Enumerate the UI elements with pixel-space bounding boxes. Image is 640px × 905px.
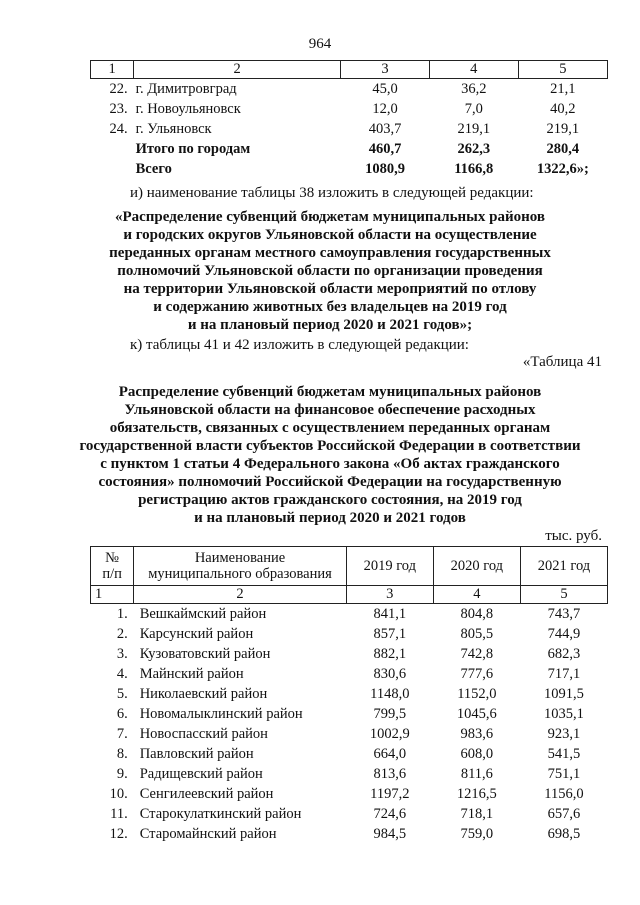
continuation-table — [90, 60, 608, 179]
col-number: 1 — [91, 61, 134, 79]
paragraph-i: и) наименование таблицы 38 изложить в следующей редакции: — [130, 185, 534, 201]
value-2019: 984,5 — [373, 826, 407, 842]
header-2021: 2021 год — [520, 547, 607, 586]
title-line: Распределение субвенций бюджетам муниципальных районов — [118, 384, 542, 400]
col-number: 2 — [134, 586, 347, 604]
value-2021: 21,1 — [550, 81, 576, 97]
value-2021: 923,1 — [547, 726, 581, 742]
header-2020: 2020 год — [433, 547, 520, 586]
table38-title — [80, 208, 580, 334]
table-row — [91, 604, 608, 625]
value-2019: 882,1 — [373, 646, 407, 662]
value-2021: 1156,0 — [544, 786, 584, 802]
row-number: 4. — [116, 666, 128, 682]
table-row — [91, 99, 608, 119]
total-row — [91, 159, 608, 179]
value-2019: 857,1 — [373, 626, 407, 642]
table-row — [91, 664, 608, 684]
row-name: Вешкаймский район — [139, 606, 267, 622]
row-number: 8. — [116, 746, 128, 762]
table41-title — [60, 383, 600, 527]
value-2019: 1002,9 — [369, 726, 410, 742]
value-2019: 724,6 — [373, 806, 407, 822]
col-number: 5 — [518, 61, 607, 79]
row-name: Старокулаткинский район — [139, 806, 302, 822]
row-number: 2. — [116, 626, 128, 642]
row-number: 12. — [109, 826, 128, 842]
value-2019: 813,6 — [373, 766, 407, 782]
row-name: Карсунский район — [139, 626, 254, 642]
title-line: с пунктом 1 статьи 4 Федерального закона «Об актах гражданского — [100, 456, 560, 472]
title-line: Ульяновской области на финансовое обеспечение расходных — [124, 402, 536, 418]
table-header — [91, 547, 608, 586]
total-2020: 1166,8 — [454, 161, 494, 177]
row-name: Радищевский район — [139, 766, 263, 782]
title-line: и содержанию животных без владельцев на 2019 год — [153, 299, 507, 315]
value-2020: 1045,6 — [456, 706, 497, 722]
value-2019: 841,1 — [373, 606, 407, 622]
value-2021: 751,1 — [547, 766, 581, 782]
row-name: Кузоватовский район — [139, 646, 271, 662]
row-name: Новоспасский район — [139, 726, 268, 742]
table-body — [91, 604, 608, 845]
col-number: 4 — [433, 586, 520, 604]
total-label: Всего — [135, 161, 172, 177]
row-number: 7. — [116, 726, 128, 742]
subtotal-2021: 280,4 — [546, 141, 580, 157]
table-row — [91, 119, 608, 139]
row-name: Новомалыклинский район — [139, 706, 303, 722]
value-2021: 1035,1 — [544, 706, 584, 722]
value-2020: 1152,0 — [457, 686, 497, 702]
title-line: и на плановый период 2020 и 2021 годов»; — [187, 317, 473, 333]
table-row — [91, 684, 608, 704]
col-number: 3 — [341, 61, 430, 79]
table-column-numbers — [91, 61, 608, 79]
table-row — [91, 744, 608, 764]
row-name: г. Новоульяновск — [135, 101, 241, 117]
value-2020: 219,1 — [457, 121, 491, 137]
value-2019: 403,7 — [368, 121, 402, 137]
value-2019: 830,6 — [373, 666, 407, 682]
header-name: Наименование муниципального образования — [134, 547, 347, 586]
total-2019: 1080,9 — [365, 161, 405, 177]
title-line: обязательств, связанных с осуществлением переданных органам — [109, 420, 551, 436]
row-number: 10. — [109, 786, 128, 802]
table-row — [91, 764, 608, 784]
row-number: 11. — [110, 806, 128, 822]
table-row — [91, 784, 608, 804]
value-2021: 1091,5 — [544, 686, 584, 702]
row-number: 22. — [109, 81, 128, 97]
value-2021: 657,6 — [547, 806, 581, 822]
col-number: 1 — [91, 586, 134, 604]
table-label: «Таблица 41 — [522, 354, 602, 370]
table-row — [91, 624, 608, 644]
subtotal-2020: 262,3 — [457, 141, 491, 157]
row-number: 5. — [116, 686, 128, 702]
value-2020: 811,6 — [460, 766, 493, 782]
title-line: переданных органам местного самоуправления государственных — [109, 245, 551, 261]
row-number: 9. — [116, 766, 128, 782]
table-row — [91, 804, 608, 824]
value-2021: 698,5 — [547, 826, 581, 842]
value-2021: 541,5 — [547, 746, 581, 762]
title-line: регистрацию актов гражданского состояния, на 2019 год — [138, 492, 522, 508]
title-line: на территории Ульяновской области мероприятий по отлову — [123, 281, 537, 297]
value-2020: 718,1 — [460, 806, 494, 822]
col-number: 5 — [520, 586, 607, 604]
row-name: г. Ульяновск — [135, 121, 212, 137]
value-2020: 759,0 — [460, 826, 494, 842]
table-row — [91, 824, 608, 844]
row-name: Николаевский район — [139, 686, 268, 702]
col-number: 4 — [429, 61, 518, 79]
value-2021: 682,3 — [547, 646, 581, 662]
col-number: 3 — [346, 586, 433, 604]
subtotal-row — [91, 139, 608, 159]
row-number: 24. — [109, 121, 128, 137]
table-row — [91, 704, 608, 724]
value-2020: 36,2 — [461, 81, 487, 97]
value-2019: 45,0 — [372, 81, 398, 97]
title-line: полномочий Ульяновской области по организации проведения — [117, 263, 543, 279]
value-2021: 744,9 — [547, 626, 581, 642]
title-line: и городских округов Ульяновской области на осуществление — [123, 227, 537, 243]
row-number: 1. — [116, 606, 128, 622]
value-2020: 983,6 — [460, 726, 494, 742]
col-number: 2 — [134, 61, 341, 79]
table-41 — [90, 546, 608, 844]
value-2020: 1216,5 — [456, 786, 497, 802]
table-row — [91, 644, 608, 664]
value-2020: 742,8 — [460, 646, 494, 662]
subtotal-label: Итого по городам — [135, 141, 251, 157]
title-line: «Распределение субвенций бюджетам муниципальных районов — [114, 209, 546, 225]
row-name: Майнский район — [139, 666, 244, 682]
value-2020: 608,0 — [460, 746, 494, 762]
value-2021: 743,7 — [547, 606, 581, 622]
row-number: 3. — [116, 646, 128, 662]
value-2020: 777,6 — [460, 666, 494, 682]
value-2021: 40,2 — [550, 101, 576, 117]
header-2019: 2019 год — [346, 547, 433, 586]
value-2019: 12,0 — [372, 101, 398, 117]
title-line: государственной власти субъектов Российской Федерации в соответствии — [79, 438, 581, 454]
row-name: Старомайнский район — [139, 826, 277, 842]
value-2019: 1148,0 — [370, 686, 410, 702]
paragraph-k: к) таблицы 41 и 42 изложить в следующей редакции: — [130, 337, 469, 353]
title-line: и на плановый период 2020 и 2021 годов — [194, 510, 466, 526]
header-number: № п/п — [91, 547, 134, 586]
row-number: 23. — [109, 101, 128, 117]
table-column-numbers — [91, 586, 608, 604]
row-number: 6. — [116, 706, 128, 722]
row-name: Павловский район — [139, 746, 254, 762]
value-2020: 7,0 — [464, 101, 483, 117]
units-label: тыс. руб. — [545, 528, 602, 544]
page-number: 964 — [308, 36, 332, 52]
table-row — [91, 724, 608, 744]
value-2021: 219,1 — [546, 121, 580, 137]
table-row — [91, 79, 608, 100]
value-2020: 804,8 — [460, 606, 494, 622]
value-2019: 1197,2 — [370, 786, 410, 802]
value-2019: 664,0 — [373, 746, 407, 762]
total-2021: 1322,6»; — [536, 161, 589, 177]
value-2019: 799,5 — [373, 706, 407, 722]
row-name: Сенгилеевский район — [139, 786, 274, 802]
title-line: состояния» полномочий Российской Федерации на государственную — [98, 474, 562, 490]
subtotal-2019: 460,7 — [368, 141, 402, 157]
value-2020: 805,5 — [460, 626, 494, 642]
row-name: г. Димитровград — [135, 81, 237, 97]
value-2021: 717,1 — [547, 666, 581, 682]
